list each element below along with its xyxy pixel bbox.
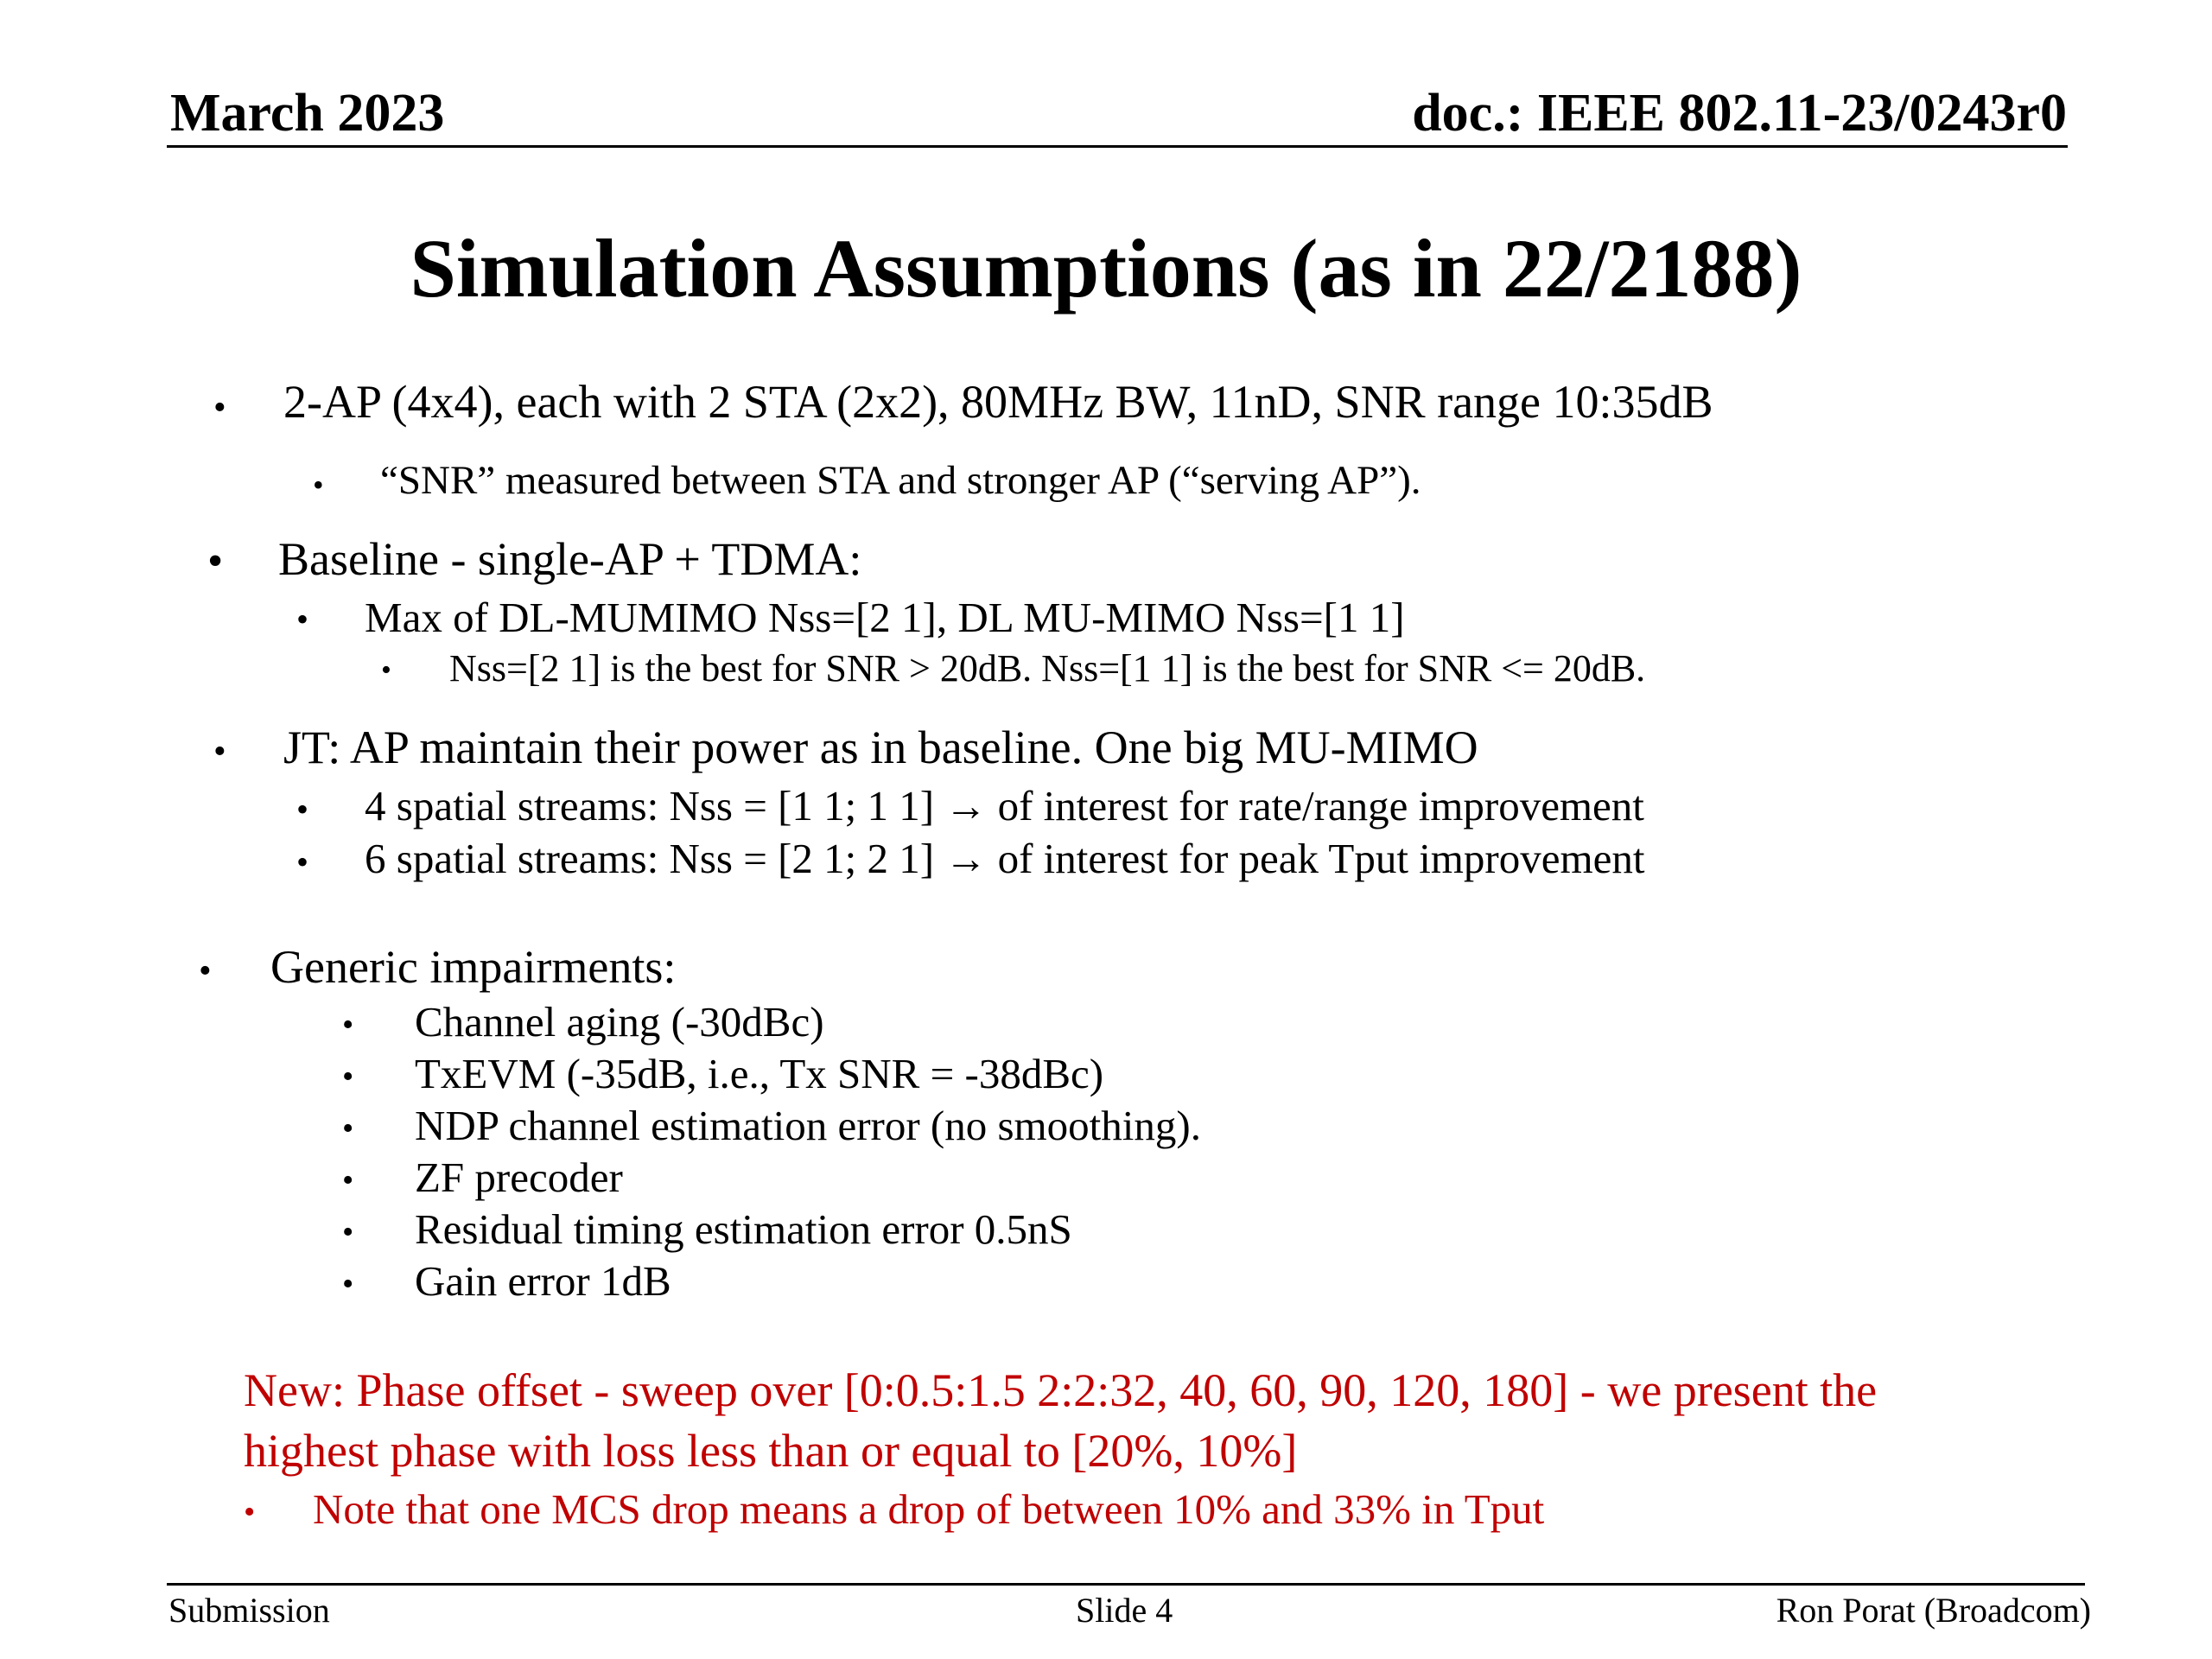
bullet-dot: • [199, 951, 212, 991]
bullet-dot: • [296, 842, 309, 881]
header-doc-id: doc.: IEEE 802.11-23/0243r0 [1412, 84, 2067, 143]
bullet-dot: • [207, 537, 224, 586]
footer-rule [167, 1583, 2085, 1586]
note-line-1: New: Phase offset - sweep over [0:0.5:1.5 2:2:32, 40, 60, 90, 120, 180] - we present the [244, 1364, 1878, 1416]
bullet-2: Baseline - single-AP + TDMA: [278, 533, 862, 585]
bullet-dot: • [342, 1058, 354, 1095]
impairment-item: Gain error 1dB [415, 1257, 671, 1305]
bullet-4: Generic impairments: [270, 941, 677, 993]
impairment-item: TxEVM (-35dB, i.e., Tx SNR = -38dBc) [415, 1050, 1104, 1097]
footer-author: Ron Porat (Broadcom) [1776, 1591, 2091, 1630]
bullet-3-2-tail: of interest for peak Tput improvement [987, 835, 1645, 882]
bullet-dot: • [296, 600, 309, 639]
bullet-dot: • [342, 1266, 354, 1302]
bullet-2-1-1: Nss=[2 1] is the best for SNR > 20dB. Nss=[1 1] is the best for SNR <= 20dB. [449, 647, 1646, 690]
bullet-dot: • [213, 732, 226, 772]
header-rule [167, 145, 2068, 148]
arrow-right-icon: → [944, 835, 988, 882]
bullet-3-1 [365, 782, 1644, 830]
bullet-3-2 [365, 837, 1644, 880]
bullet-3-1-tail: of interest for rate/range improvement [987, 782, 1644, 830]
arrow-right-icon: → [944, 782, 988, 830]
bullet-dot: • [381, 654, 391, 686]
footer-slide-number: Slide 4 [1076, 1591, 1173, 1630]
bullet-1: 2-AP (4x4), each with 2 STA (2x2), 80MHz BW, 11nD, SNR range 10:35dB [283, 376, 1713, 428]
impairment-item: NDP channel estimation error (no smoothing). [415, 1102, 1201, 1149]
bullet-1-1: “SNR” measured between STA and stronger AP (“serving AP”). [380, 458, 1421, 503]
bullet-dot: • [342, 1214, 354, 1250]
bullet-2-1: Max of DL-MUMIMO Nss=[2 1], DL MU-MIMO Nss=[1 1] [365, 594, 1405, 641]
note-sub: Note that one MCS drop means a drop of between 10% and 33% in Tput [313, 1485, 1545, 1533]
bullet-dot: • [244, 1494, 256, 1530]
header-date: March 2023 [170, 84, 445, 143]
bullet-3-1-text: 4 spatial streams: Nss = [1 1; 1 1] [365, 782, 945, 830]
bullet-dot: • [313, 467, 324, 502]
impairment-item: Residual timing estimation error 0.5nS [415, 1205, 1072, 1253]
bullet-3-2-text: 6 spatial streams: Nss = [2 1; 2 1] [365, 835, 945, 882]
impairment-item: Channel aging (-30dBc) [415, 998, 824, 1046]
slide-title: Simulation Assumptions (as in 22/2188) [410, 222, 1802, 315]
bullet-dot: • [342, 1162, 354, 1198]
bullet-3: JT: AP maintain their power as in baseline. One big MU-MIMO [283, 721, 1478, 773]
bullet-dot: • [296, 790, 309, 829]
bullet-dot: • [213, 388, 226, 428]
footer-submission: Submission [168, 1591, 330, 1630]
bullet-dot: • [342, 1110, 354, 1147]
note-line-2: highest phase with loss less than or equal to [20%, 10%] [244, 1425, 1298, 1477]
impairment-item: ZF precoder [415, 1154, 623, 1201]
bullet-dot: • [342, 1007, 354, 1043]
